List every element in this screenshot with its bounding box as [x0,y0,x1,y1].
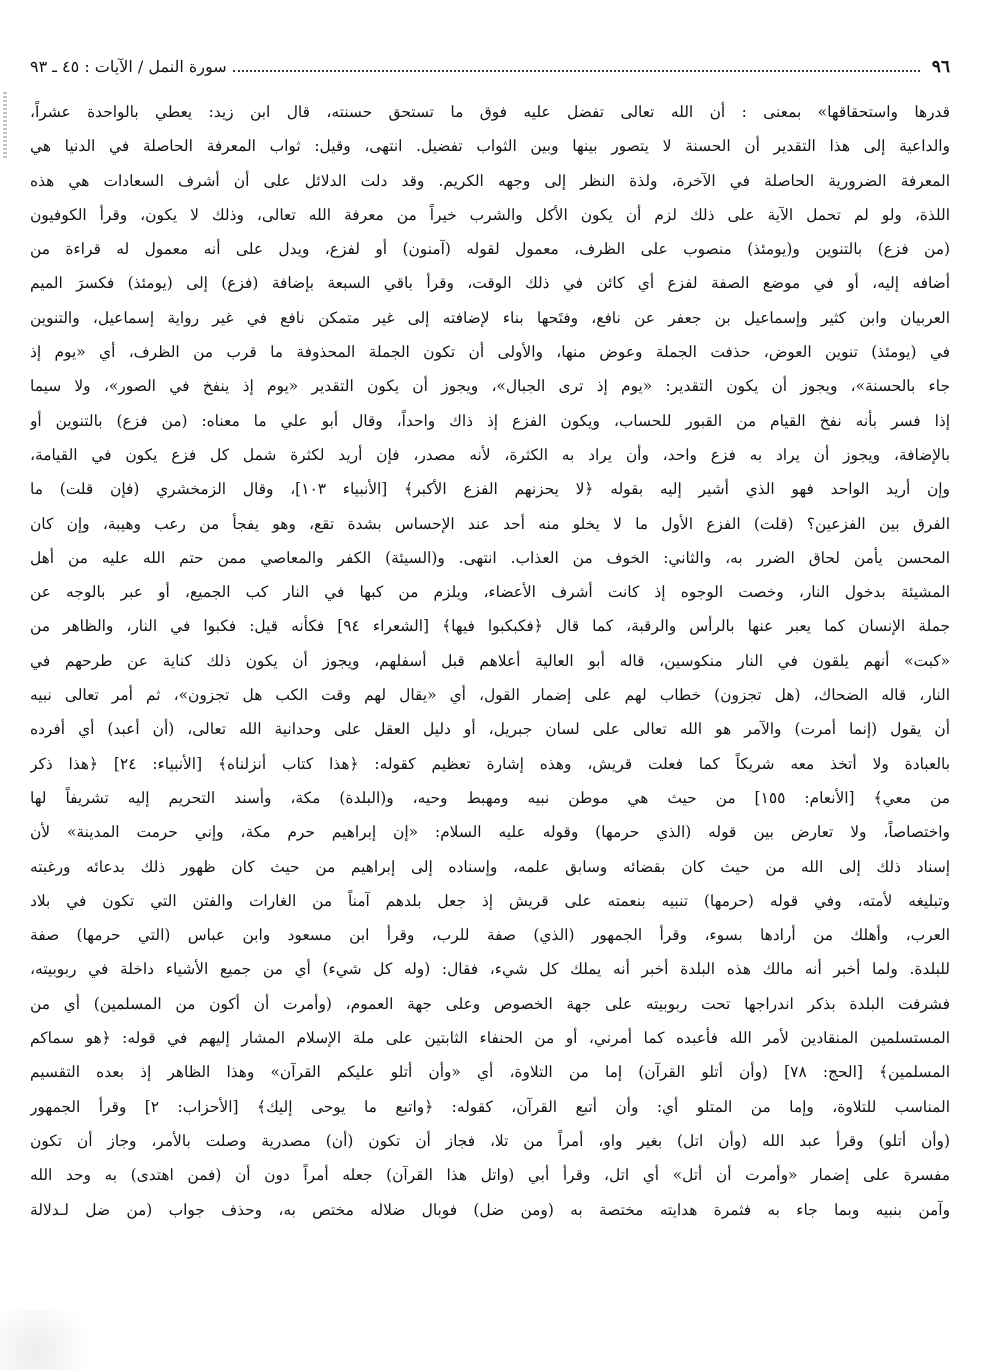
text-line: إذا فسر بأنه نفخ القيام من القبور للحساب، ويكون الفزع إذ ذاك واحداً، وقال أبو علي ما معناه: (من فزع) بالتنوين أو [30,411,950,430]
text-line: المناسب للتلاوة، وإما من المتلو أي: وأن أتبع القرآن، كقوله: ﴿واتبع ما يوحى إليك﴾ [الأحزاب: ٢] وقرأ الجمهور [30,1097,950,1116]
text-line: وإن أريد الواحد فهو الذي أشير إليه بقوله ﴿لا يحزنهم الفزع الأكبر﴾ [الأنبياء ١٠٣]، وقال الزمخشري (فإن قلت) ما [30,480,950,499]
text-line: المشيئة بدخول النار، وخصت الوجوه إذ كانت أشرف الأعضاء، ويلزم من كبها في النار كب الجميع، أو عبر بالوجه عن [30,583,950,602]
body-text [30,95,950,1227]
text-line: النار، قاله الضحاك، (هل تجزون) خطاب لهم على إضمار القول، أي «يقال لهم وقت الكب هل تجزون»، ثم أمر تعالى نبيه [30,686,950,705]
text-line: الفرق بين الفزعين؟ (قلت) الفزع الأول ما لا يخلو منه أحد عند الإحساس بشدة تقع، وهو يفجأ من رعب وهيبة، وإن كان [30,514,950,533]
text-line: من معي﴾ [الأنعام: ١٥٥] من حيث هي موطن نبيه ومهبط وحيه، و(البلدة) مكة، وأسند التحريم إليه تشريفاً لها [30,788,950,807]
page-number: ٩٦ [931,57,950,77]
text-line: أضافه إليه، أو في موضع الصفة لفزع أي كائن في ذلك الوقت، وقرأ باقي السبعة بإضافة (فزع) إلى (يومئذ) فكسرَ الميم [30,274,950,293]
text-line: في (يومئذ) تنوين العوض، حذفت الجملة وعوض منها، والأولى أن تكون الجملة المحذوفة ما قرب من الظرف، أي «يوم إذ [30,343,950,362]
text-line: قدرها واستحقاقها» بمعنى : أن الله تعالى تفضل عليه فوق ما تستحق حسنته، قال ابن زيد: يعطي بالواحدة عشراً، [30,103,950,121]
document-page [30,52,950,1227]
text-line: العرب، وأهلك من أرادها بسوء، وقرأ الجمهور (الذي) صفة للرب، وقرأ ابن مسعود وابن عباس (التي حرمها) صفة [30,926,950,945]
text-line: جاء بالحسنة»، ويجوز أن يكون التقدير: «يوم إذ ترى الجبال»، ويجوز أن يكون التقدير «يوم إذ ينفخ في الصور»، ولا سيما [30,377,950,396]
text-line: واختصاصاً، ولا تعارض بين قوله (الذي حرمها) وقوله عليه السلام: «إن إبراهيم حرم مكة، وإني حرمت المدينة» لأن [30,823,950,842]
text-line: جملة الإنسان كما يعبر عنها بالرأس والرقبة، كما قال ﴿فكبكبوا فيها﴾ [الشعراء ٩٤] فكأنه قيل: فكبوا في النار، والظاهر من [30,617,950,636]
text-line: بالإضافة، ويجوز أن يراد به فزع واحد، وأن يراد به الكثرة، لأنه مصدر، فإن أريد لكثرة شمل كل فزع يكون في القيامة، [30,445,950,464]
text-line: المسلمين﴾ [الحج: ٧٨] (وأن أتلو القرآن) إما من التلاوة، أي «وأن أتلو عليكم القرآن» وهذا الظاهر إذ بعده التقسيم [30,1063,950,1082]
scan-margin-mark [3,92,7,160]
text-line: أن يقول (إنما أمرت) والآمر هو الله تعالى على لسان جبريل، أو دليل العقل على وحدانية الله تعالى، (أن أعبد) أي أفرده [30,720,950,739]
surah-title: سورة النمل / الآيات : ٤٥ ـ ٩٣ [30,57,227,76]
text-line: إسناد ذلك إلى الله من حيث كان بقضائه وسابق علمه، وإسناده إلى إبراهيم من حيث كان ظهور ذلك بدعائه ورغبته [30,857,950,876]
text-line: المعرفة الضرورية الحاصلة في الآخرة، ولذة النظر إلى وجهه الكريم. وقد دلت الدلائل على أن أشرف السعادات هي هذه [30,171,950,190]
text-line: (من فزع) بالتنوين و(يومئذ) منصوب على الظرف، معمول لقوله (آمنون) أو لفزع، ويدل على أنه معمول له قراءة من [30,240,950,259]
text-line: اللذة، ولو لم تحمل الآية على ذلك لزم أن يكون الأكل والشرب خيراً من معرفة الله تعالى، وذلك لا يكون، وقرأ الكوفيون [30,205,950,224]
text-line: المستسلمين المنقادين لأمر الله فأعبده كما أمرني، أو من الحنفاء الثابتين على ملة الإسلام المشار إليهم في قوله: ﴿هو سماكم [30,1029,950,1048]
text-line: وآمن بنبيه وبما جاء به فثمرة هدايته مختصة به (ومن ضل) فوبال ضلاله مختص به، وحذف جواب (من ضل لـدلالة [30,1200,950,1219]
text-line: بالعبادة ولا أتخذ معه شريكاً كما فعلت قريش، وهذه إشارة تعظيم كقوله: ﴿هذا كتاب أنزلناه﴾ [الأنبياء: ٢٤] ﴿هذا ذكر [30,754,950,773]
header-dotted-rule [233,69,920,72]
text-line: العربيان وابن كثير وإسماعيل بن جعفر عن نافع، وفتَحها بناء لإضافته إلى غير متمكن نافع في غير رواية إسماعيل، والتنوين [30,308,950,327]
text-line: فشرفت البلدة بذكر اندراجها تحت ربوبيته على جهة الخصوص وعلى جهة العموم، (وأمرت أن أكون من المسلمين) أي من [30,994,950,1013]
text-line: المحسن يأمن لحاق الضرر به، والثاني: الخوف من العذاب. انتهى. و(السيئة) الكفر والمعاصي ممن حتم الله عليه من أهل [30,548,950,567]
text-line: «كبت» أنهم يلقون في النار منكوسين، قاله أبو العالية أعلاهم قبل أسفلهم، ويجوز أن يكون ذلك كناية عن طرحهم في [30,651,950,670]
text-line: (وأن أتلو) وقرأ عبد الله (وأن اتل) بغير واو، أمراً من تلا، فجاز أن تكون (أن) مصدرية وصلت بالأمر، وجاز أن تكون [30,1131,950,1150]
text-line: للبلدة. ولما أخبر أنه مالك هذه البلدة أخبر أنه يملك كل شيء، فقال: (وله كل شيء) أي من جميع الأشياء داخلة في ربوبيته، [30,960,950,979]
running-header [30,52,950,82]
scan-noise [0,1310,120,1370]
text-line: والداعية إلى هذا التقدير أن الحسنة لا يتصور بينها وبين الثواب تفضيل. انتهى، وقيل: ثواب المعرفة الحاصلة في الدنيا هي [30,137,950,156]
text-line: وتبليغه لأمته، وفي قوله (حرمها) تنبيه بنعمته على قريش إذ جعل بلدهم آمناً من الغارات والفتن التي تكون في بلاد [30,891,950,910]
text-line: مفسرة على إضمار «وأمرت أن أتل» أي اتل، وقرأ أبي (واتل هذا القرآن) جعله أمراً دون أن (فمن اهتدى) به وحد الله [30,1166,950,1185]
